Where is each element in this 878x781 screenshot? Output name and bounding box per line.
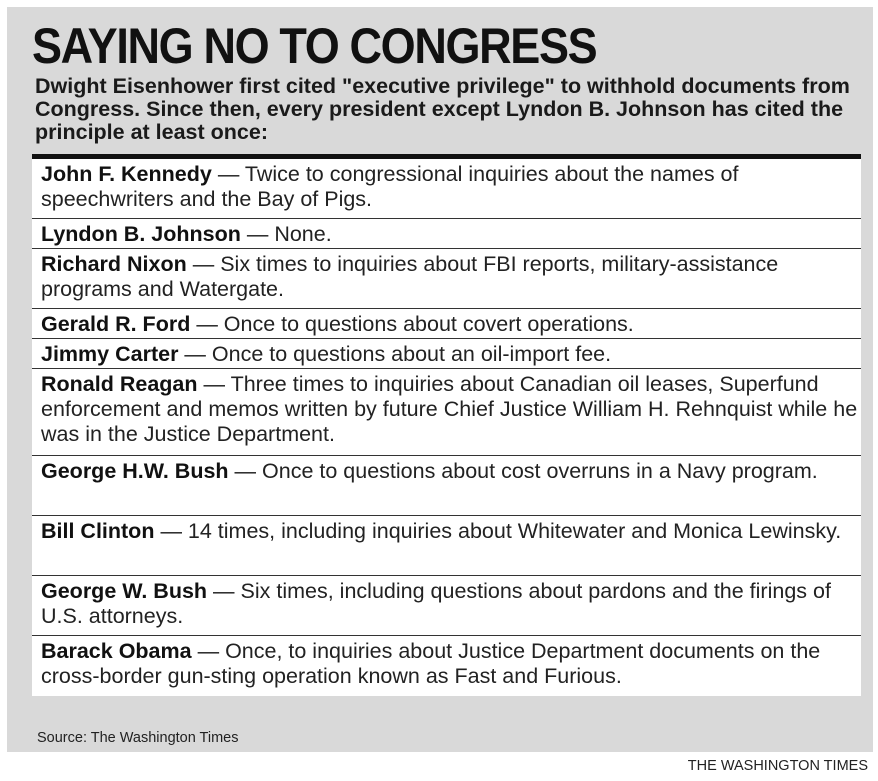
president-description: Six times to inquiries about FBI reports, military-assistance programs and Watergate. — [41, 252, 779, 301]
list-item-kennedy — [32, 159, 861, 219]
president-name: Barack Obama — [41, 639, 192, 663]
list-item-nixon — [32, 249, 861, 309]
list-item-reagan — [32, 369, 861, 456]
president-description: Once to questions about cost overruns in a Navy program. — [262, 459, 818, 483]
em-dash: — — [246, 222, 269, 246]
president-description: Once to questions about an oil-import fee. — [211, 342, 612, 366]
president-name: Jimmy Carter — [41, 342, 179, 366]
president-name: Ronald Reagan — [41, 372, 198, 396]
president-name: Gerald R. Ford — [41, 312, 191, 336]
president-name: Bill Clinton — [41, 519, 155, 543]
em-dash: — — [184, 342, 206, 366]
president-name: George H.W. Bush — [41, 459, 229, 483]
source-note: Source: The Washington Times — [37, 730, 239, 746]
list-item-clinton — [32, 516, 861, 576]
list-item-johnson — [32, 219, 861, 249]
graphic-panel — [7, 7, 873, 752]
intro-text: Dwight Eisenhower first cited "executive privilege" to withhold documents from Congress. Since then, every president except Lyndon B. Johnson has cited the principle at least once: — [35, 74, 850, 144]
em-dash: — — [160, 519, 182, 543]
president-description: Twice to congressional inquiries about the names of speechwriters and the Bay of Pigs. — [41, 162, 739, 211]
em-dash: — — [197, 639, 220, 663]
president-name: Lyndon B. Johnson — [41, 222, 241, 246]
president-description: Once, to inquiries about Justice Department documents on the cross-border gun-sting operation known as Fast and Furious. — [41, 639, 821, 688]
president-list — [32, 154, 861, 696]
president-name: Richard Nixon — [41, 252, 187, 276]
em-dash: — — [213, 579, 235, 603]
president-name: John F. Kennedy — [41, 162, 212, 186]
list-item-bush-w — [32, 576, 861, 636]
publisher-credit: THE WASHINGTON TIMES — [687, 758, 868, 774]
list-item-carter — [32, 339, 861, 369]
president-description: Three times to inquiries about Canadian oil leases, Superfund enforcement and memos written by future Chief Justice William H. Rehnquist while he was in the Justice Department. — [41, 372, 858, 446]
em-dash: — — [217, 162, 240, 186]
president-description: 14 times, including inquiries about Whitewater and Monica Lewinsky. — [187, 519, 842, 543]
em-dash: — — [192, 252, 215, 276]
list-item-bush-hw — [32, 456, 861, 516]
president-description: None. — [274, 222, 332, 246]
em-dash: — — [234, 459, 257, 483]
em-dash: — — [196, 312, 218, 336]
president-name: George W. Bush — [41, 579, 208, 603]
list-item-obama — [32, 636, 861, 696]
em-dash: — — [203, 372, 225, 396]
president-description: Six times, including questions about pardons and the firings of U.S. attorneys. — [41, 579, 831, 628]
page-title: SAYING NO TO CONGRESS — [32, 18, 597, 74]
president-description: Once to questions about covert operations. — [223, 312, 634, 336]
list-item-ford — [32, 309, 861, 339]
